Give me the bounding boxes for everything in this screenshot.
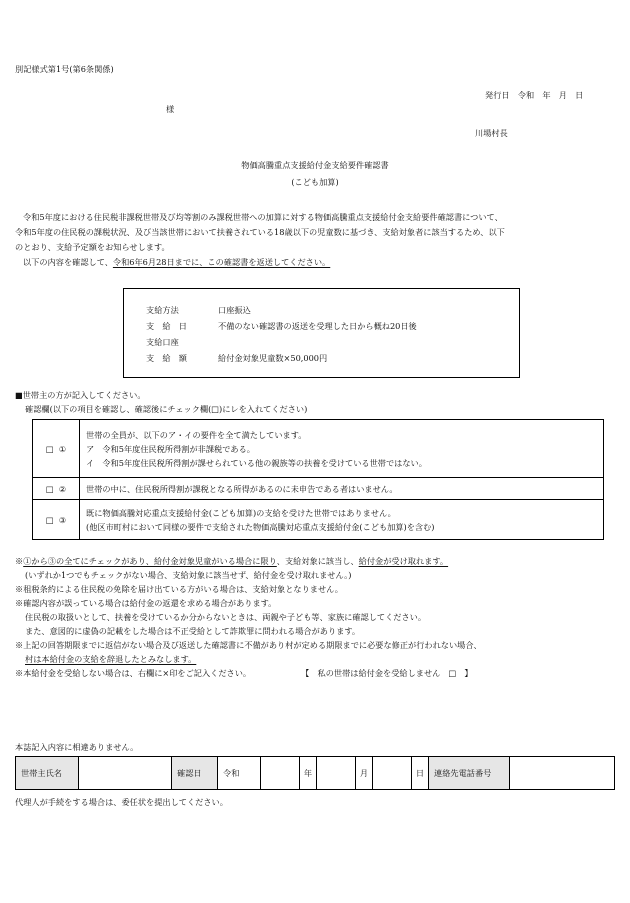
year-input[interactable]: [261, 757, 300, 790]
note-1-mark: ※: [15, 556, 24, 566]
check-text-1: [80, 420, 604, 478]
issue-date: 発行日 令和 年 月 日: [485, 90, 584, 100]
intro-line-3: のとおり、支給予定額をお知らせします。: [15, 242, 170, 252]
payment-account-label: 支給口座: [146, 337, 179, 347]
check-cell-2[interactable]: [33, 478, 80, 500]
day-label: 日: [412, 757, 429, 790]
check-row-3: [33, 500, 604, 540]
deadline-notice: 令和6年6月28日までに、この確認書を返送してください。: [112, 257, 331, 267]
payment-date-label: 支 給 日: [146, 321, 187, 331]
document-subtitle: (こども加算): [291, 177, 339, 187]
check-2-line-1: 世帯の中に、住民税所得割が課税となる所得があるのに未申告である者はいません。: [86, 483, 398, 494]
payment-amount-value: 給付金対象児童数×50,000円: [218, 353, 328, 363]
intro-line-2: 令和5年度の住民税の課税状況、及び当該世帯において扶養されている18歳以下の児童数に基づき、支給対象者に該当するため、以下: [15, 227, 505, 237]
name-input[interactable]: [79, 757, 172, 790]
issuer: 川場村長: [475, 128, 508, 138]
note-8: 村は本給付金の支給を辞退したとみなします。: [25, 654, 197, 664]
note-2: (いずれか1つでもチェックがない場合、支給対象に該当せず、給付金を受け取れません。): [25, 570, 352, 580]
payment-info-box: [123, 288, 520, 378]
check-row-2: [33, 478, 604, 500]
era-label: 令和: [218, 757, 261, 790]
note-9: [15, 666, 482, 680]
phone-label: 連絡先電話番号: [429, 757, 510, 790]
check-row-1: [33, 420, 604, 478]
check-instruction: 確認欄(以下の項目を確認し、確認後にチェック欄(□)にレを入れてください): [25, 404, 308, 414]
checklist-table: [32, 419, 604, 540]
checkbox-1[interactable]: □: [45, 443, 54, 454]
month-label: 月: [356, 757, 373, 790]
phone-input[interactable]: [510, 757, 615, 790]
item-number-3: ③: [58, 514, 67, 525]
checkbox-2[interactable]: □: [45, 483, 54, 494]
addressee-suffix: 様: [166, 104, 175, 114]
signature-table: [15, 756, 615, 790]
payment-method-value: 口座振込: [218, 305, 251, 315]
month-input[interactable]: [317, 757, 356, 790]
name-label: 世帯主氏名: [16, 757, 79, 790]
notes-section: [15, 554, 482, 680]
day-input[interactable]: [373, 757, 412, 790]
item-number-2: ②: [58, 483, 67, 494]
payment-method-label: 支給方法: [146, 305, 179, 315]
payment-amount-label: 支 給 額: [146, 353, 187, 363]
intro-line-4-text: 以下の内容を確認して、: [23, 257, 113, 267]
item-number-1: ①: [58, 443, 67, 454]
date-label: 確認日: [172, 757, 218, 790]
note-1: [15, 554, 482, 568]
note-1-result: 給付金が受け取れます。: [358, 556, 449, 566]
note-1-middle: 、支給対象に該当し、: [276, 556, 359, 566]
check-3-line-2: (他区市町村において同様の要件で支給された物価高騰対応重点支援給付金(こども加算)を含む): [86, 521, 435, 532]
check-cell-3[interactable]: [33, 500, 80, 540]
check-1-line-2: ア 令和5年度住民税所得割が非課税である。: [86, 443, 255, 454]
decline-checkbox[interactable]: 【 私の世帯は給付金を受給しません □ 】: [301, 668, 473, 678]
check-1-line-1: 世帯の全員が、以下のア・イの要件を全て満たしています。: [86, 429, 307, 440]
note-4: ※確認内容が誤っている場合は給付金の返還を求める場合があります。: [15, 598, 277, 608]
check-text-3: [80, 500, 604, 540]
check-3-line-1: 既に物価高騰対応重点支援給付金(こども加算)の支給を受けた世帯ではありません。: [86, 507, 396, 518]
intro-line-1: 令和5年度における住民税非課税世帯及び均等割のみ課税世帯への加算に対する物価高騰重点支援給付金支給要件確認書について、: [23, 212, 503, 222]
payment-date-value: 不備のない確認書の返送を受理した日から概ね20日後: [218, 321, 417, 331]
intro-line-4: [23, 257, 330, 268]
note-1-condition: ①から③の全てにチェックがあり、給付金対象児童がいる場合に限り: [23, 556, 277, 566]
document-title: 物価高騰重点支援給付金支給要件確認書: [241, 160, 389, 170]
check-heading: ■世帯主の方が記入してください。: [15, 390, 146, 400]
form-number: 別記様式第1号(第6条関係): [15, 64, 114, 74]
note-6: また、意図的に虚偽の記載をした場合は不正受給として詐欺罪に問われる場合があります。: [25, 626, 361, 636]
checkbox-3[interactable]: □: [45, 514, 54, 525]
note-7: ※上記の回答期限までに返信がない場合及び返送した確認書に不備があり村が定める期限までに必要な修正が行われない場合、: [15, 640, 482, 650]
note-5: 住民税の取扱いとして、扶養を受けているか分からないときは、両親や子ども等、家族に確認してください。: [25, 612, 427, 622]
note-9-text: ※本給付金を受給しない場合は、右欄に×印をご記入ください。: [15, 668, 252, 678]
check-text-2: [80, 478, 604, 500]
year-label: 年: [300, 757, 317, 790]
proxy-note: 代理人が手続をする場合は、委任状を提出してください。: [15, 797, 228, 807]
check-cell-1[interactable]: [33, 420, 80, 478]
note-3: ※租税条約による住民税の免除を届け出ている方がいる場合は、支給対象となりません。: [15, 584, 343, 594]
confirm-statement: 本誌記入内容に相違ありません。: [15, 742, 139, 752]
check-1-line-3: イ 令和5年度住民税所得割が課せられている他の親族等の扶養を受けている世帯ではない。: [86, 457, 427, 468]
